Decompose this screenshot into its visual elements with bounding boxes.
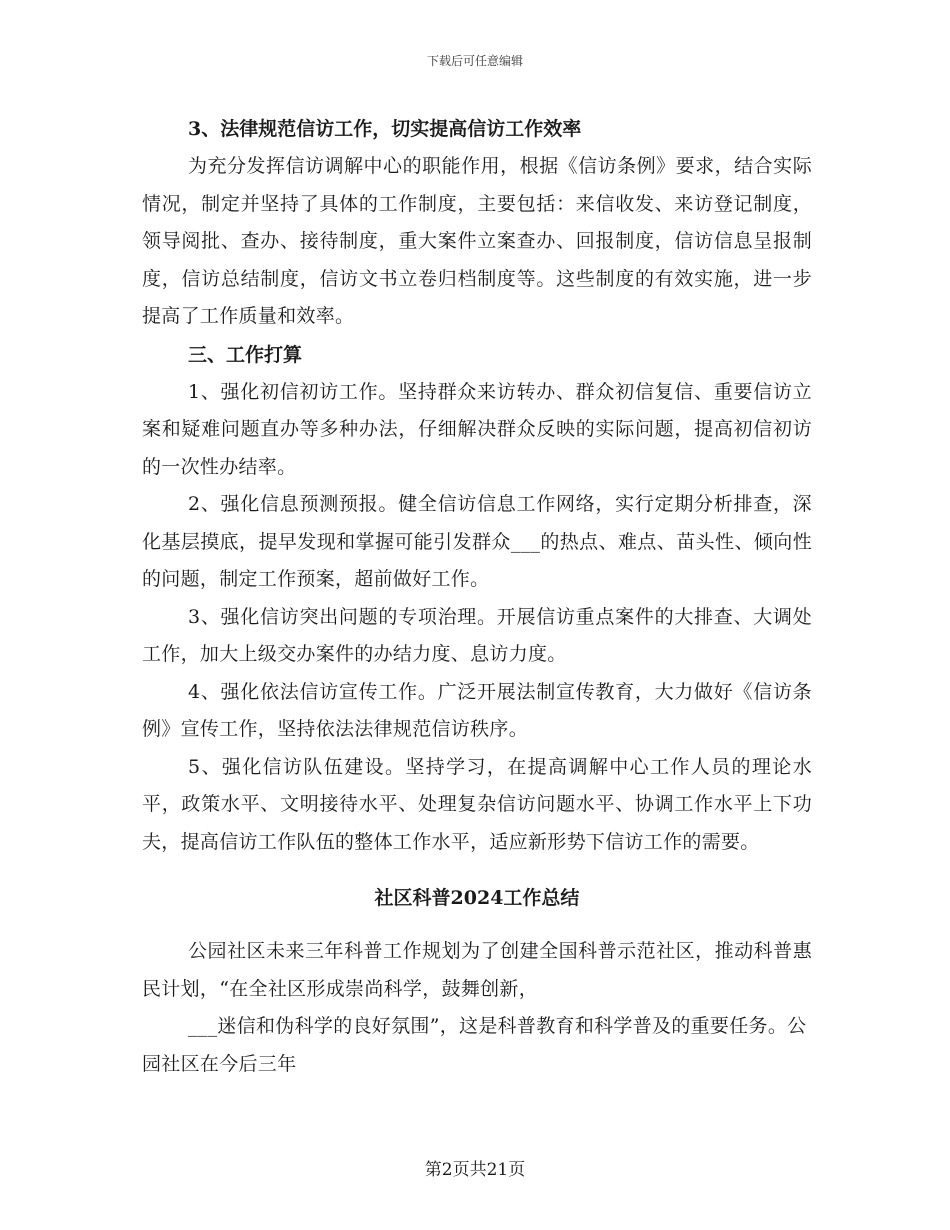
section-heading-legal: 3、法律规范信访工作，切实提高信访工作效率: [188, 118, 582, 140]
section-heading-work-plan: 三、工作打算: [188, 343, 303, 366]
document-body: [142, 110, 812, 1083]
plan-item-3: 3、强化信访突出问题的专项治理。开展信访重点案件的大排查、大调处工作，加大上级交办案件的办结力度、息访力度。: [142, 605, 812, 665]
page-number: 第2页共21页: [424, 1160, 526, 1180]
plan-item-2: 2、强化信息预测预报。健全信访信息工作网络，实行定期分析排查，深化基层摸底，提早发现和掌握可能引发群众___的热点、难点、苗头性、倾向性的问题，制定工作预案，超前做好工作。: [142, 493, 812, 590]
plan-item-1: 1、强化初信初访工作。坚持群众来访转办、群众初信复信、重要信访立案和疑难问题直办等多种办法，仔细解决群众反映的实际问题，提高初信初访的一次性办结率。: [142, 380, 812, 478]
article-title: 社区科普2024工作总结: [374, 887, 580, 909]
plan-item-4: 4、强化依法信访宣传工作。广泛开展法制宣传教育，大力做好《信访条例》宣传工作，坚持依法法律规范信访秩序。: [142, 680, 812, 740]
article-paragraph-1: 公园社区未来三年科普工作规划为了创建全国科普示范社区，推动科普惠民计划，“在全社区形成崇尚科学，鼓舞创新，: [142, 940, 812, 1000]
paragraph-work-system: 为充分发挥信访调解中心的职能作用，根据《信访条例》要求，结合实际情况，制定并坚持了具体的工作制度，主要包括：来信收发、来访登记制度，领导阅批、查办、接待制度，重大案件立案查办、回报制度，信访信息呈报制度，信访总结制度，信访文书立卷归档制度等。这些制度的有效实施，进一步提高了工作质量和效率。: [142, 155, 812, 327]
plan-item-5: 5、强化信访队伍建设。坚持学习，在提高调解中心工作人员的理论水平，政策水平、文明接待水平、处理复杂信访问题水平、协调工作水平上下功夫，提高信访工作队伍的整体工作水平，适应新形势下信访工作的需要。: [142, 755, 812, 853]
article-paragraph-2: ___迷信和伪科学的良好氛围”，这是科普教育和科学普及的重要任务。公园社区在今后三年: [142, 1015, 807, 1075]
page-header: 下载后可任意编辑: [426, 54, 523, 68]
